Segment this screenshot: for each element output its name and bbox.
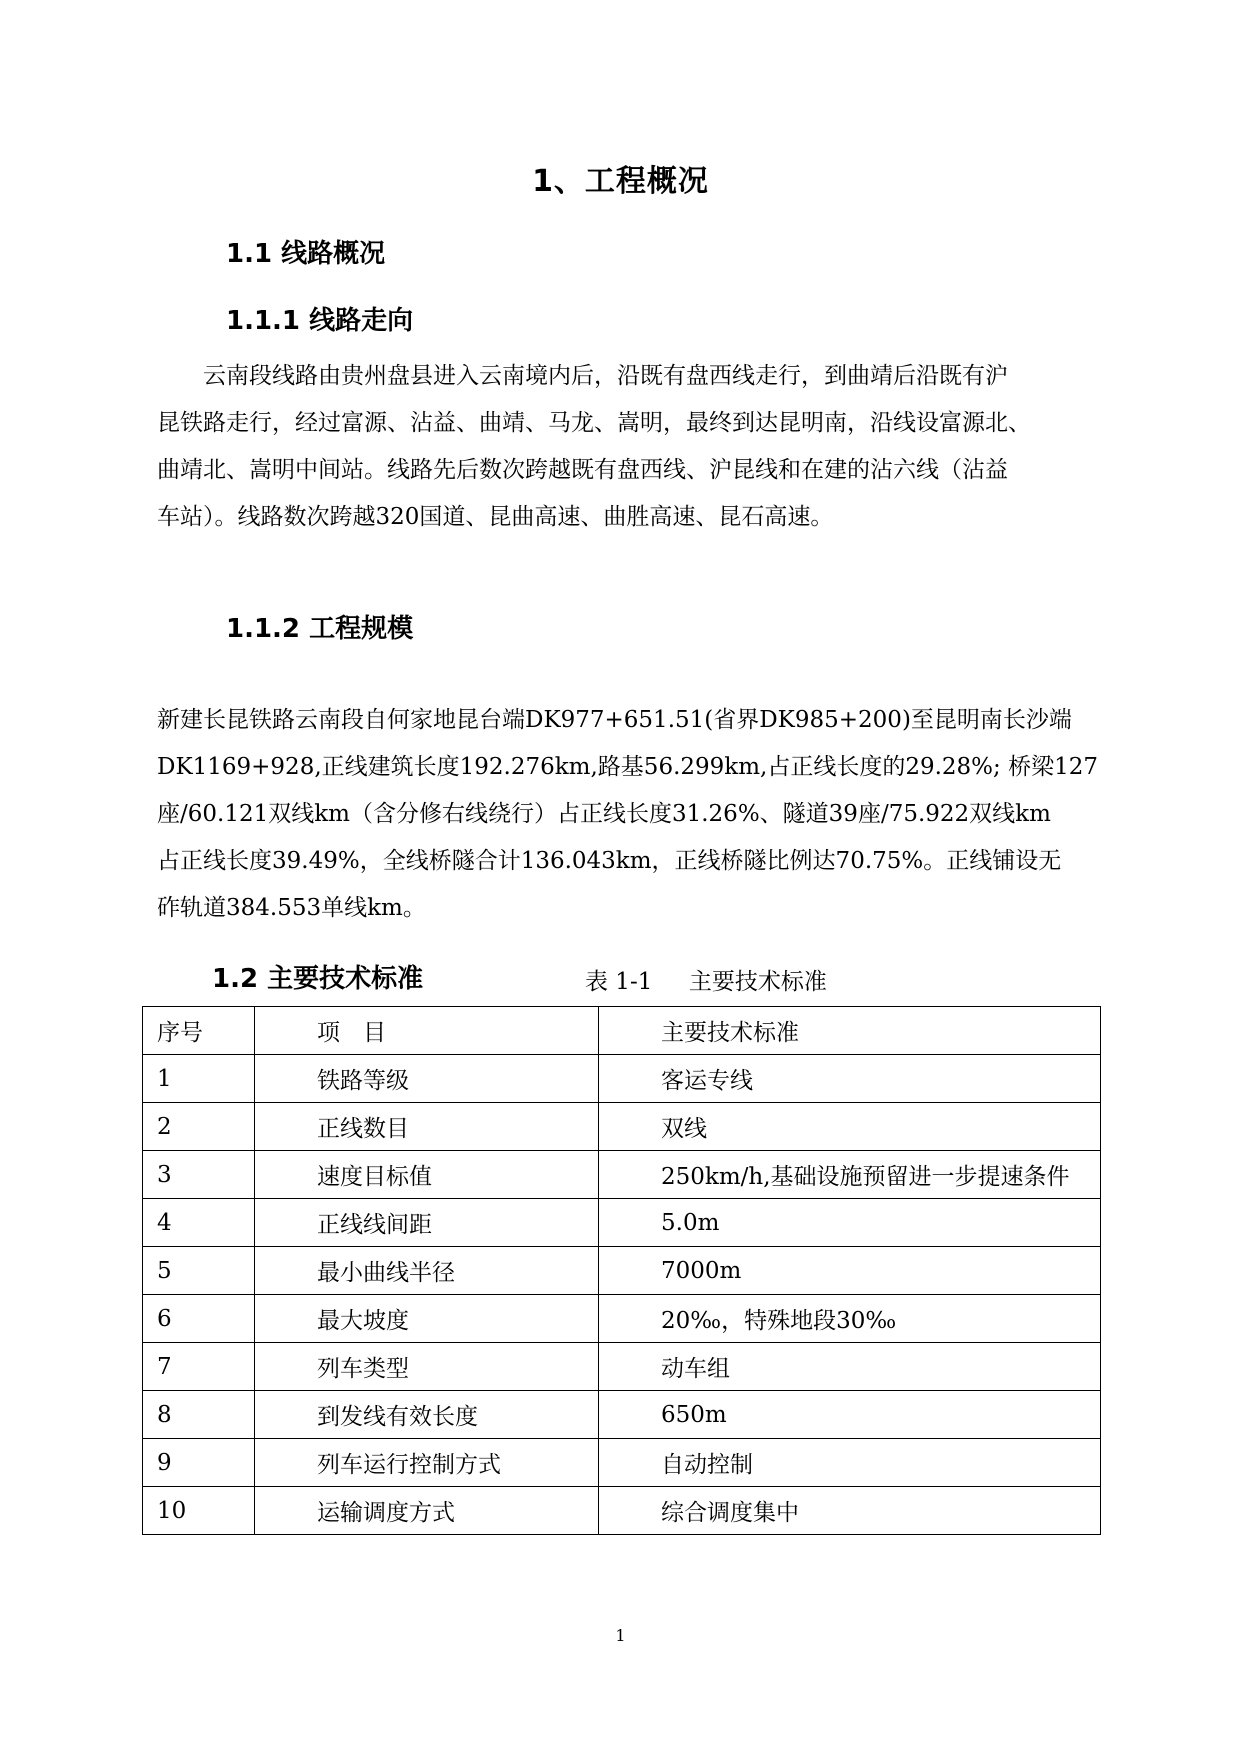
cell-item: 正线数目 (255, 1103, 599, 1151)
cell-index: 4 (143, 1199, 255, 1247)
table-row (143, 1199, 1101, 1247)
section-heading-1-1-1: 1.1.1 线路走向 (226, 306, 414, 336)
table-row (143, 1151, 1101, 1199)
cell-index: 5 (143, 1247, 255, 1295)
page-title: 1、工程概况 (532, 164, 709, 199)
header-item: 项 目 (255, 1007, 599, 1055)
cell-standard: 650m (599, 1391, 1101, 1439)
paragraph-line: 砟轨道384.553单线km。 (157, 895, 426, 921)
cell-item: 列车运行控制方式 (255, 1439, 599, 1487)
cell-standard: 综合调度集中 (599, 1487, 1101, 1535)
cell-index: 2 (143, 1103, 255, 1151)
paragraph-line: DK1169+928,正线建筑长度192.276km,路基56.299km,占正线长度的29.28%; 桥梁127 (157, 754, 1099, 780)
table-row (143, 1391, 1101, 1439)
header-standard: 主要技术标准 (599, 1007, 1101, 1055)
cell-index: 8 (143, 1391, 255, 1439)
cell-index: 1 (143, 1055, 255, 1103)
paragraph-line: 曲靖北、嵩明中间站。线路先后数次跨越既有盘西线、沪昆线和在建的沾六线（沾益 (157, 457, 1008, 483)
table-row (143, 1487, 1101, 1535)
technical-standards-table (142, 1006, 1101, 1535)
paragraph-line: 座/60.121双线km（含分修右线绕行）占正线长度31.26%、隧道39座/75.922双线km (157, 801, 1051, 827)
table-row (143, 1247, 1101, 1295)
scale-paragraph (157, 697, 1099, 932)
cell-item: 铁路等级 (255, 1055, 599, 1103)
cell-standard: 250km/h,基础设施预留进一步提速条件 (599, 1151, 1101, 1199)
table-header-row (143, 1007, 1101, 1055)
cell-standard: 5.0m (599, 1199, 1101, 1247)
table-row (143, 1055, 1101, 1103)
cell-standard: 客运专线 (599, 1055, 1101, 1103)
cell-standard: 动车组 (599, 1343, 1101, 1391)
cell-item: 正线线间距 (255, 1199, 599, 1247)
paragraph-line: 占正线长度39.49%，全线桥隧合计136.043km，正线桥隧比例达70.75%。正线铺设无 (157, 848, 1062, 874)
cell-standard: 双线 (599, 1103, 1101, 1151)
cell-standard: 20‰，特殊地段30‰ (599, 1295, 1101, 1343)
cell-item: 最小曲线半径 (255, 1247, 599, 1295)
table-row (143, 1343, 1101, 1391)
cell-item: 最大坡度 (255, 1295, 599, 1343)
cell-index: 3 (143, 1151, 255, 1199)
header-index: 序号 (143, 1007, 255, 1055)
paragraph-line: 昆铁路走行，经过富源、沾益、曲靖、马龙、嵩明，最终到达昆明南，沿线设富源北、 (157, 410, 1031, 436)
section-heading-1-1: 1.1 线路概况 (226, 239, 386, 269)
paragraph-line: 新建长昆铁路云南段自何家地昆台端DK977+651.51(省界DK985+200)至昆明南长沙端 (157, 707, 1072, 733)
cell-index: 7 (143, 1343, 255, 1391)
cell-index: 6 (143, 1295, 255, 1343)
route-paragraph (157, 353, 1092, 541)
table-row (143, 1295, 1101, 1343)
page-number: 1 (615, 1626, 626, 1645)
cell-item: 列车类型 (255, 1343, 599, 1391)
cell-standard: 自动控制 (599, 1439, 1101, 1487)
cell-item: 速度目标值 (255, 1151, 599, 1199)
cell-index: 10 (143, 1487, 255, 1535)
section-heading-1-1-2: 1.1.2 工程规模 (226, 614, 414, 644)
cell-standard: 7000m (599, 1247, 1101, 1295)
cell-item: 运输调度方式 (255, 1487, 599, 1535)
paragraph-line: 车站）。线路数次跨越320国道、昆曲高速、曲胜高速、昆石高速。 (157, 504, 834, 530)
section-heading-1-2: 1.2 主要技术标准 (212, 964, 424, 994)
cell-item: 到发线有效长度 (255, 1391, 599, 1439)
cell-index: 9 (143, 1439, 255, 1487)
table-row (143, 1103, 1101, 1151)
table-row (143, 1439, 1101, 1487)
table-caption: 表 1-1 主要技术标准 (585, 969, 827, 995)
paragraph-line: 云南段线路由贵州盘县进入云南境内后，沿既有盘西线走行，到曲靖后沿既有沪 (157, 363, 1008, 389)
